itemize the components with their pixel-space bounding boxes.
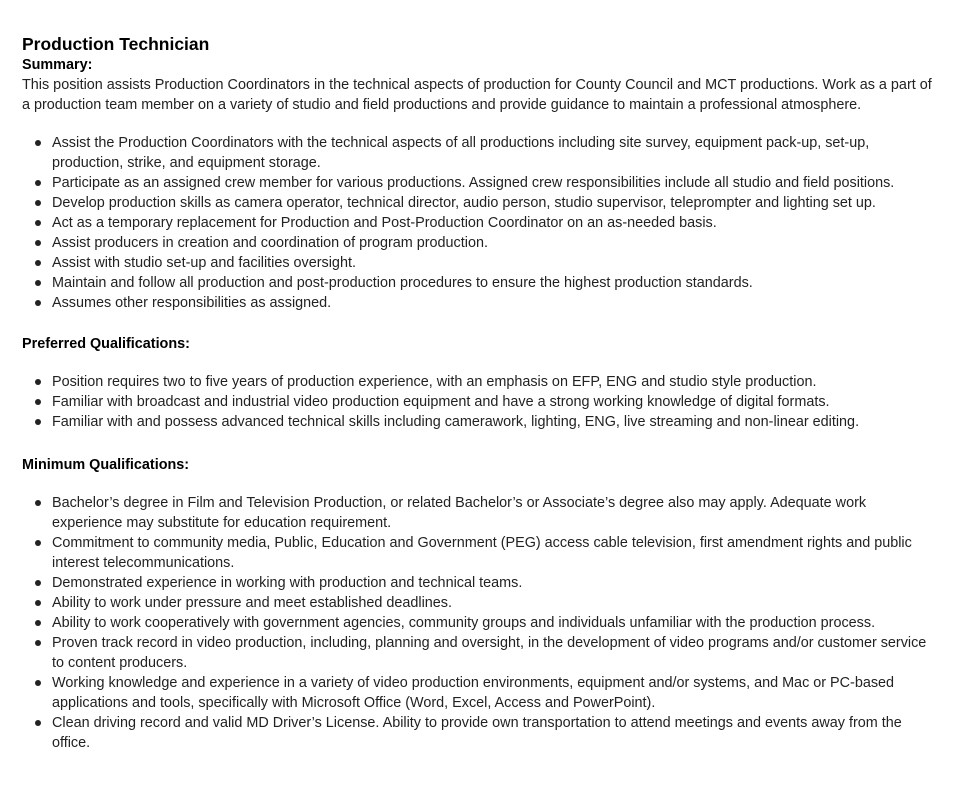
list-item: Clean driving record and valid MD Driver’s License. Ability to provide own transportation to attend meetings and events away from the office. xyxy=(22,713,932,753)
summary-heading: Summary: xyxy=(22,57,93,73)
list-item: Bachelor’s degree in Film and Television Production, or related Bachelor’s or Associate’s degree also may apply. Adequate work experience may substitute for education requirement. xyxy=(22,493,932,533)
minimum-qualifications-list xyxy=(22,493,936,753)
list-item: Assist with studio set-up and facilities oversight. xyxy=(22,253,932,273)
list-item: Assist the Production Coordinators with the technical aspects of all productions including site survey, equipment pack-up, set-up, production, strike, and equipment storage. xyxy=(22,133,932,173)
list-item: Assist producers in creation and coordination of program production. xyxy=(22,233,932,253)
list-item: Familiar with broadcast and industrial video production equipment and have a strong working knowledge of digital formats. xyxy=(22,392,932,412)
preferred-qualifications-heading: Preferred Qualifications: xyxy=(22,336,190,352)
duties-list xyxy=(22,133,936,313)
minimum-qualifications-heading: Minimum Qualifications: xyxy=(22,457,190,473)
list-item: Familiar with and possess advanced technical skills including camerawork, lighting, ENG, live streaming and non-linear editing. xyxy=(22,412,932,432)
preferred-qualifications-list xyxy=(22,372,936,432)
list-item: Participate as an assigned crew member for various productions. Assigned crew responsibilities include all studio and field positions. xyxy=(22,173,932,193)
list-item: Ability to work under pressure and meet established deadlines. xyxy=(22,593,932,613)
list-item: Act as a temporary replacement for Production and Post-Production Coordinator on an as-needed basis. xyxy=(22,213,932,233)
list-item: Ability to work cooperatively with government agencies, community groups and individuals unfamiliar with the production process. xyxy=(22,613,932,633)
list-item: Develop production skills as camera operator, technical director, audio person, studio supervisor, teleprompter and lighting set up. xyxy=(22,193,932,213)
summary-paragraph: This position assists Production Coordinators in the technical aspects of production for County Council and MCT productions. Work as a part of a production team member on a variety of studio and field productions and provide guidance to maintain a professional atmosphere. xyxy=(22,77,932,113)
list-item: Proven track record in video production, including, planning and oversight, in the development of video programs and/or customer service to content producers. xyxy=(22,633,932,673)
list-item: Demonstrated experience in working with production and technical teams. xyxy=(22,573,932,593)
list-item: Maintain and follow all production and post-production procedures to ensure the highest production standards. xyxy=(22,273,932,293)
list-item: Position requires two to five years of production experience, with an emphasis on EFP, ENG and studio style production. xyxy=(22,372,932,392)
job-title: Production Technician xyxy=(22,34,210,54)
list-item: Commitment to community media, Public, Education and Government (PEG) access cable television, first amendment rights and public interest telecommunications. xyxy=(22,533,932,573)
list-item: Assumes other responsibilities as assigned. xyxy=(22,293,932,313)
list-item: Working knowledge and experience in a variety of video production environments, equipment and/or systems, and Mac or PC-based applications and tools, specifically with Microsoft Office (Word, Excel, Access and PowerPoint). xyxy=(22,673,932,713)
